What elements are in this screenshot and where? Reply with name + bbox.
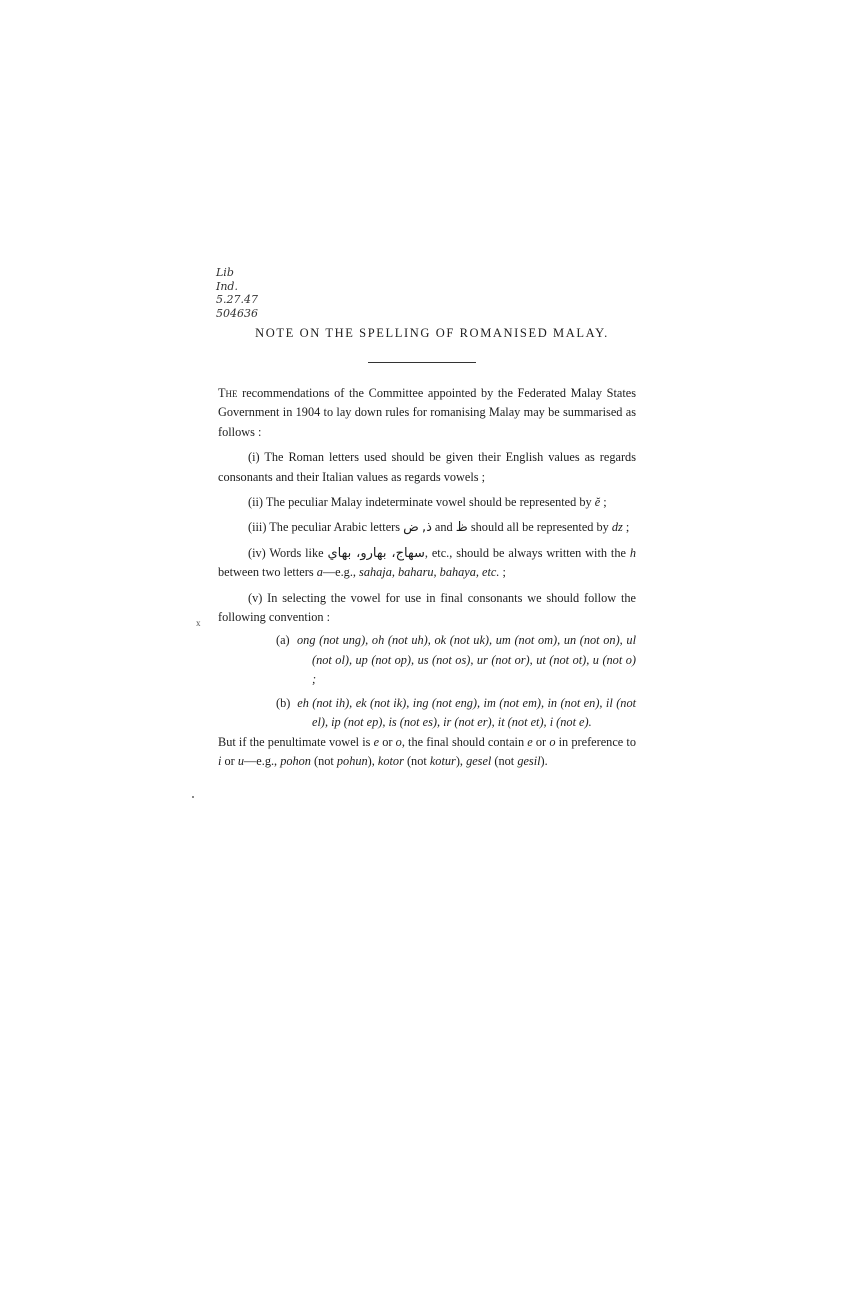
closing-t4: —e.g., xyxy=(243,753,281,768)
rule-iii-and: and xyxy=(431,520,456,535)
margin-mark: x xyxy=(196,618,201,628)
rule-v: (v) In selecting the vowel for use in final consonants we should follow the following convention : xyxy=(218,590,636,625)
rule-ii-end: ; xyxy=(600,495,607,510)
rule-v-b xyxy=(218,694,636,733)
closing-paragraph xyxy=(218,733,636,772)
handwriting-line-1: Lib xyxy=(216,266,234,279)
closing-n1: (not xyxy=(310,753,337,768)
rule-iv-examples: sahaja, baharu, bahaya, etc. xyxy=(359,565,500,580)
closing-o2: o xyxy=(549,734,556,749)
intro-lead: The xyxy=(218,386,238,400)
rule-v-b-text: eh (not ih), ek (not ik), ing (not eng), im (not em), in (not en), il (not el), ip (not ep), is (not es), ir (not er), it (not et), i (not e). xyxy=(297,695,637,730)
rule-iv xyxy=(218,544,636,583)
closing-n2c: ), xyxy=(455,753,467,768)
handwriting-line-3: 5.27.47 xyxy=(216,293,258,306)
rule-iii-end: ; xyxy=(622,520,630,535)
margin-dot xyxy=(192,796,194,798)
closing-t1: But if the penultimate vowel is xyxy=(218,734,374,749)
closing-ex1b: pohun xyxy=(336,753,368,768)
rule-v-b-label: (b) xyxy=(276,695,291,710)
rule-iv-text-3: between two letters xyxy=(218,565,317,580)
rule-iii-text-2: should all be represented by xyxy=(467,520,612,535)
intro-text: recommendations of the Committee appointed by the Federated Malay States Government in 1904 to lay down rules for romanising Malay may be summarised as follows : xyxy=(218,386,636,439)
closing-t3: in preference to xyxy=(555,734,636,749)
rule-iii-dz: dz xyxy=(611,520,623,535)
closing-ex2: kotor xyxy=(377,753,404,768)
closing-or3: or xyxy=(221,753,238,768)
closing-e2: e xyxy=(527,734,533,749)
closing-ex2b: kotur xyxy=(429,753,456,768)
closing-i: i xyxy=(218,753,222,768)
rule-ii xyxy=(218,493,636,512)
arabic-letter-za: ظ xyxy=(455,520,468,536)
title-divider xyxy=(368,362,476,363)
rule-iii-text: (iii) The peculiar Arabic letters xyxy=(248,520,404,535)
closing-or2: or xyxy=(532,734,550,749)
closing-e: e xyxy=(373,734,380,749)
closing-or1: or xyxy=(379,734,396,749)
rule-ii-vowel: ĕ xyxy=(594,495,601,510)
rule-v-a xyxy=(218,631,636,689)
closing-ex1: pohon xyxy=(280,753,311,768)
handwriting-line-4: 504636 xyxy=(216,306,258,320)
rule-iv-h: h xyxy=(629,545,636,560)
closing-u: u xyxy=(237,753,244,768)
rule-ii-text: (ii) The peculiar Malay indeterminate vowel should be represented by xyxy=(248,495,595,510)
handwriting-line-2: Ind. xyxy=(216,279,238,293)
intro-paragraph xyxy=(218,384,636,442)
closing-n3c: ). xyxy=(540,753,548,768)
closing-n1c: ), xyxy=(367,753,378,768)
arabic-words: سهاج، بهارو، بهاي xyxy=(327,545,425,561)
handwritten-catalog-note xyxy=(216,266,258,320)
rule-iv-text-2: , etc., should be always written with the xyxy=(424,545,630,560)
closing-t2: , the final should contain xyxy=(401,734,528,749)
closing-ex3b: gesil xyxy=(517,753,541,768)
rule-v-a-label: (a) xyxy=(276,633,290,648)
arabic-letter-dad: ض xyxy=(403,520,419,536)
closing-n3: (not xyxy=(491,753,518,768)
closing-o: o xyxy=(395,734,402,749)
rule-iv-a: a xyxy=(316,565,323,580)
rule-i: (i) The Roman letters used should be given their English values as regards consonants and their Italian values as regards vowels ; xyxy=(218,450,636,484)
rule-iv-text: (iv) Words like xyxy=(248,545,328,560)
rule-iv-end: ; xyxy=(499,565,506,580)
body-text xyxy=(218,384,636,771)
rule-iii xyxy=(218,518,636,537)
closing-ex3: gesel xyxy=(466,753,492,768)
closing-n2: (not xyxy=(403,753,430,768)
rule-v-a-text: ong (not ung), oh (not uh), ok (not uk), um (not om), un (not on), ul (not ol), up (not op), us (not os), ur (not or), ut (not ot), u (not o) ; xyxy=(297,633,636,687)
rule-iv-eg: —e.g., xyxy=(322,565,360,580)
arabic-letter-dhal: ذ, xyxy=(421,520,432,536)
page-title: NOTE ON THE SPELLING OF ROMANISED MALAY. xyxy=(255,326,609,340)
